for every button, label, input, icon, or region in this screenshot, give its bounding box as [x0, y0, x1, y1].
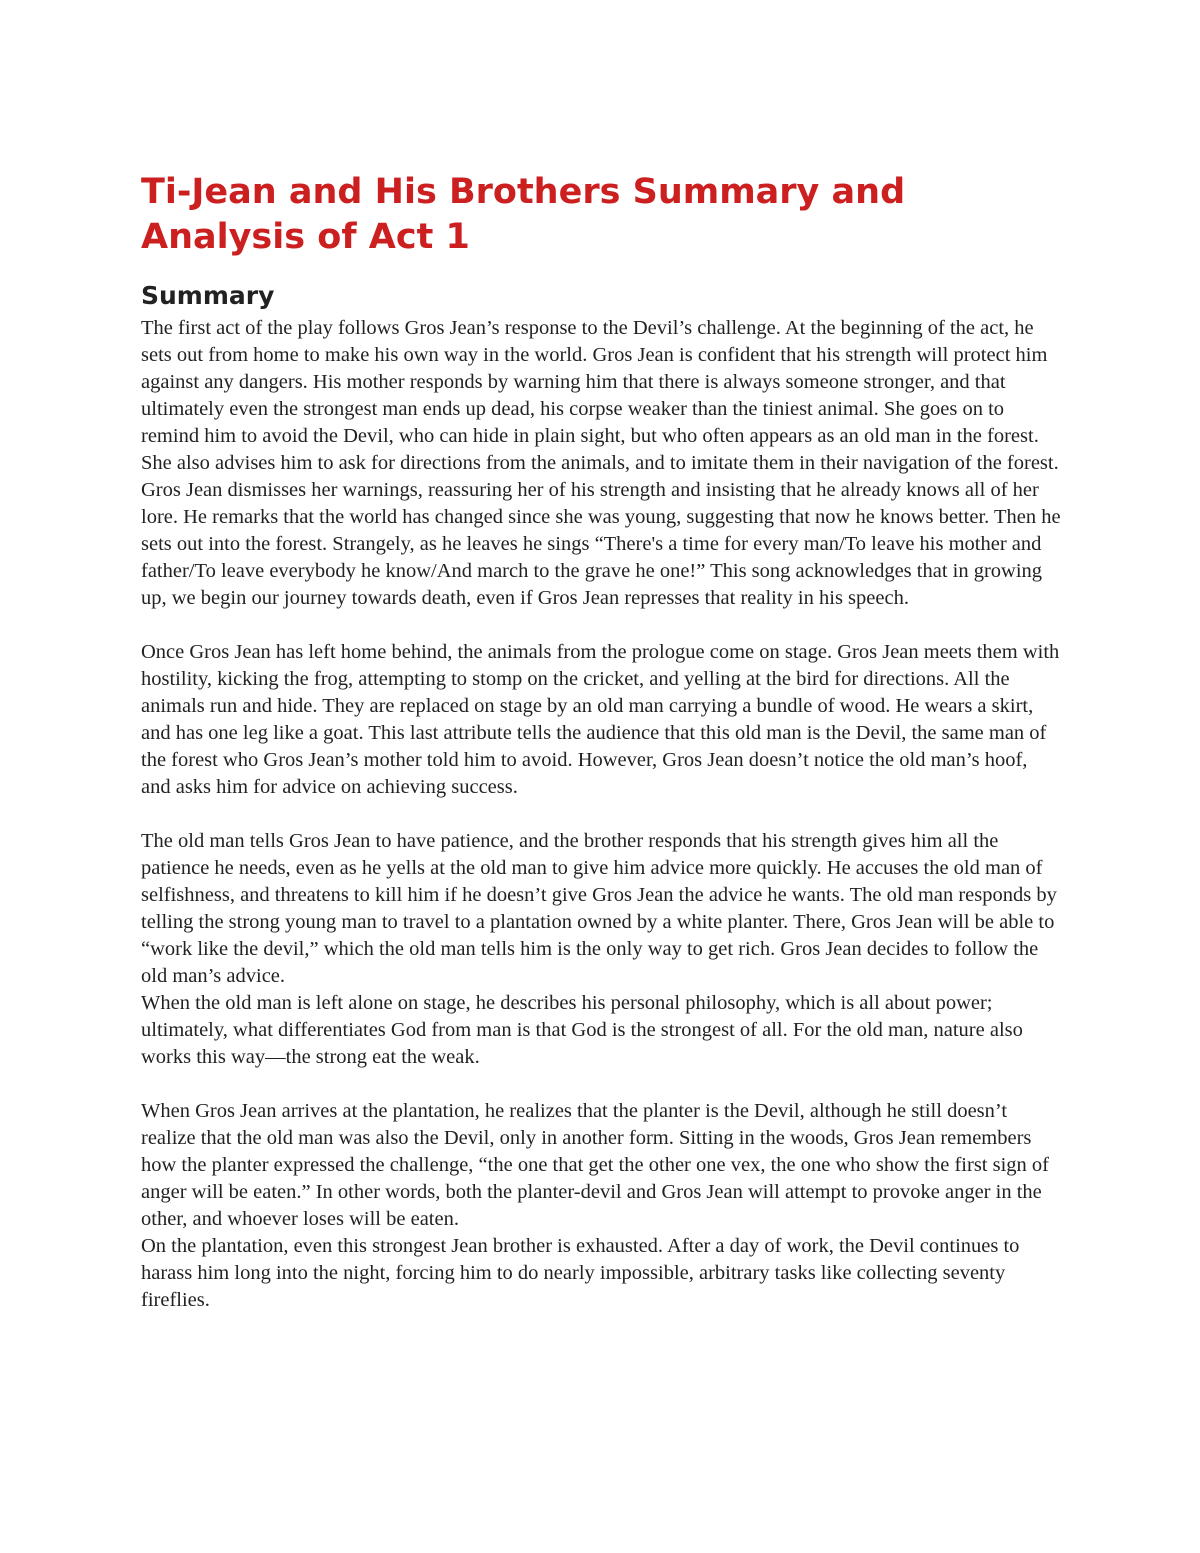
paragraph-2: Gros Jean dismisses her warnings, reassuring her of his strength and insisting that he already knows all of her lore. He remarks that the world has changed since she was young, suggesting that now he knows better. Then he sets out into the forest. Strangely, as he leaves he sings “There's a time for every man/To leave his mother and father/To leave everybody he know/And march to the grave he one!” This song acknowledges that in growing up, we begin our journey towards death, even if Gros Jean represses that reality in his speech. — [141, 479, 1061, 609]
paragraph-5: When the old man is left alone on stage, he describes his personal philosophy, which is all about power; ultimately, what differentiates God from man is that God is the strongest of all. For the old man, nature also works this way—the strong eat the weak. — [141, 992, 1023, 1068]
section-heading-summary: Summary — [141, 281, 275, 310]
paragraph-7: On the plantation, even this strongest Jean brother is exhausted. After a day of work, the Devil continues to harass him long into the night, forcing him to do nearly impossible, arbitrary tasks like collecting seventy fireflies. — [141, 1235, 1020, 1311]
document-page — [141, 170, 1061, 1314]
paragraph-6: When Gros Jean arrives at the plantation, he realizes that the planter is the Devil, although he still doesn’t realize that the old man was also the Devil, only in another form. Sitting in the woods, Gros Jean remembers how the planter expressed the challenge, “the one that get the other one vex, the one who show the first sign of anger will be eaten.” In other words, both the planter-devil and Gros Jean will attempt to provoke anger in the other, and whoever loses will be eaten. — [141, 1100, 1049, 1230]
paragraph-4: The old man tells Gros Jean to have patience, and the brother responds that his strength gives him all the patience he needs, even as he yells at the old man to give him advice more quickly. He accuses the old man of selfishness, and threatens to kill him if he doesn’t give Gros Jean the advice he wants. The old man responds by telling the strong young man to travel to a plantation owned by a white planter. There, Gros Jean will be able to “work like the devil,” which the old man tells him is the only way to get rich. Gros Jean decides to follow the old man’s advice. — [141, 830, 1057, 987]
paragraph-1: The first act of the play follows Gros Jean’s response to the Devil’s challenge. At the beginning of the act, he sets out from home to make his own way in the world. Gros Jean is confident that his strength will protect him against any dangers. His mother responds by warning him that there is always someone stronger, and that ultimately even the strongest man ends up dead, his corpse weaker than the tiniest animal. She goes on to remind him to avoid the Devil, who can hide in plain sight, but who often appears as an old man in the forest. She also advises him to ask for directions from the animals, and to imitate them in their navigation of the forest. — [141, 317, 1059, 474]
page-title: Ti-Jean and His Brothers Summary and Analysis of Act 1 — [141, 172, 906, 257]
paragraph-3: Once Gros Jean has left home behind, the animals from the prologue come on stage. Gros Jean meets them with hostility, kicking the frog, attempting to stomp on the cricket, and yelling at the bird for directions. All the animals run and hide. They are replaced on stage by an old man carrying a bundle of wood. He wears a skirt, and has one leg like a goat. This last attribute tells the audience that this old man is the Devil, the same man of the forest who Gros Jean’s mother told him to avoid. However, Gros Jean doesn’t notice the old man’s hoof, and asks him for advice on achieving success. — [141, 641, 1060, 798]
